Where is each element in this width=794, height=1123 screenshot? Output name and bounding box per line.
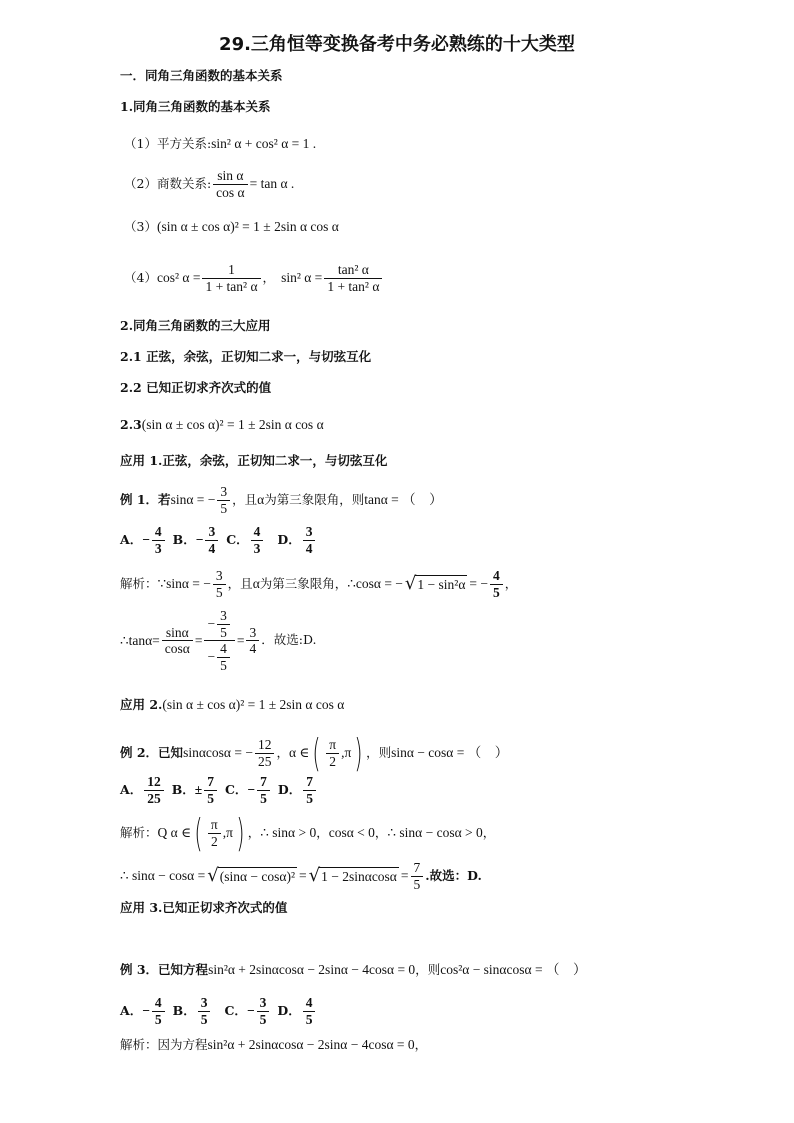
option-c-value	[257, 995, 270, 1027]
fraction-numerator: π	[329, 736, 337, 752]
solution-1-tan-eq2: =	[236, 632, 245, 648]
fraction-numerator: 7	[207, 774, 214, 789]
solution-3-equation: sin²α + 2sinαcosα − 2sinα − 4cosα = 0	[207, 1037, 415, 1052]
application-1-heading: 应用 1.正弦，余弦，正切知二求一，与切弦互化	[120, 453, 388, 468]
sqrt-icon: √	[308, 865, 321, 887]
solution-2-cos-negative: cosα < 0	[328, 825, 375, 841]
option-b-value	[205, 524, 218, 556]
fraction-numerator: sin α	[217, 168, 244, 183]
solution-2-result-end: .故选：D.	[425, 867, 482, 883]
option-a-sign: −	[142, 532, 150, 548]
formula-3	[124, 220, 339, 234]
fraction-numerator: 12	[147, 774, 161, 789]
solution-1-end: ，	[504, 575, 518, 591]
fraction-denominator: cos α	[216, 184, 245, 200]
option-d-value	[303, 995, 316, 1027]
solution-1-eq: = −	[469, 576, 489, 592]
fraction-denominator: 5	[220, 624, 227, 640]
solution-1-tan-result	[246, 625, 259, 657]
option-c-sign: −	[246, 1003, 255, 1019]
solution-2	[120, 811, 496, 855]
heading-2-3-label: 2.3	[120, 416, 142, 432]
fraction-denominator: 3	[154, 540, 162, 556]
heading-1: 一．同角三角函数的基本关系	[120, 68, 283, 83]
solution-2-diff-positive: ∴ sinα − cosα > 0	[387, 825, 483, 841]
option-b-label: B．	[172, 531, 196, 547]
fraction-denominator: 3	[253, 540, 261, 556]
fraction-denominator: 5	[215, 584, 223, 600]
fraction-denominator: 5	[154, 1011, 162, 1027]
example-2-fraction	[255, 737, 275, 769]
formula-3-expr: (sin α ± cos α)² = 1 ± 2sin α cos α	[156, 219, 339, 234]
option-d-label: D．	[277, 1002, 301, 1018]
heading-2-3-expr: (sin α ± cos α)² = 1 ± 2sin α cos α	[141, 417, 324, 432]
application-2-label: 应用 2.	[120, 696, 163, 712]
example-1-tail: 为第三象限角，则	[264, 491, 365, 507]
example-2-mid: ，	[276, 744, 289, 760]
fraction-denominator: 25	[257, 753, 272, 769]
heading-1-1: 1.同角三角函数的基本关系	[120, 99, 271, 114]
solution-1-tail: 为第三象限角，	[259, 575, 348, 591]
option-d-value	[303, 524, 316, 556]
example-1-alpha: α	[257, 492, 265, 508]
example-1-mid: ，且	[232, 491, 258, 507]
heading-2-3	[120, 418, 324, 432]
fraction-denominator: 5	[259, 1011, 267, 1027]
fraction-denominator: 1 + tan² α	[327, 278, 380, 294]
example-2-pi: ,π	[341, 745, 352, 761]
fraction-denominator: 5	[260, 790, 267, 806]
sqrt-body: 1 − sin²α	[415, 575, 467, 593]
fraction-denominator: 5	[305, 1011, 313, 1027]
fraction-denominator: 1 + tan² α	[205, 278, 258, 294]
option-b-value	[204, 774, 217, 806]
left-paren-icon: (	[194, 811, 203, 855]
solution-2-in: Q α ∈	[157, 825, 192, 841]
example-1-sin: sinα = −	[170, 492, 216, 508]
application-2-heading	[120, 698, 344, 712]
solution-1-alpha: α	[252, 576, 260, 592]
example-2-product: sinαcosα = −	[183, 745, 253, 761]
heading-2: 2.同角三角函数的三大应用	[120, 318, 271, 333]
solution-2-sep-2: ，	[316, 824, 329, 840]
fraction-numerator: 3	[305, 524, 313, 539]
formula-4-fraction-2	[324, 262, 382, 294]
formula-2-label: （2）商数关系:	[124, 175, 212, 191]
solution-1-complex-fraction	[204, 608, 234, 673]
option-b-value	[198, 995, 211, 1027]
formula-2	[124, 168, 294, 200]
right-paren-icon: )	[236, 811, 245, 855]
right-paren-icon: )	[354, 731, 363, 775]
fraction-numerator: 3	[215, 568, 223, 583]
numerator-fraction	[217, 608, 230, 640]
fraction-numerator: sinα	[165, 624, 189, 640]
option-c-sign: −	[247, 782, 256, 798]
solution-1-sin: ∵sinα = −	[157, 576, 211, 592]
solution-2-result-fraction	[411, 860, 424, 892]
solution-1-result	[490, 568, 503, 600]
example-3-mid: ，则	[415, 961, 441, 977]
formula-1	[124, 137, 316, 151]
example-2-options	[120, 774, 318, 806]
option-a-value	[152, 524, 165, 556]
solution-1-tan-end: ．故选:D.	[261, 632, 317, 648]
example-1-question: tanα = （ ）	[364, 492, 443, 508]
fraction-numerator: 7	[260, 774, 267, 789]
solution-3	[120, 1038, 427, 1052]
solution-2-result-eq2: =	[400, 868, 409, 884]
option-c-label: C．	[226, 531, 249, 547]
fraction-numerator: 3	[220, 608, 227, 623]
example-2-in: α ∈	[288, 745, 310, 761]
option-a-value	[152, 995, 165, 1027]
example-1-label: 例 1．若	[120, 491, 171, 507]
solution-3-end: ，	[414, 1036, 428, 1052]
solution-2-result-eq: =	[299, 868, 307, 884]
solution-2-sep-3: ，	[374, 824, 388, 840]
fraction-denominator: 5	[220, 500, 228, 516]
solution-1-tan-fraction	[162, 625, 193, 657]
fraction-numerator: 3	[220, 484, 228, 499]
option-b-label: B．	[171, 781, 195, 797]
solution-2-pi-half	[208, 817, 221, 849]
fraction-numerator: 7	[413, 860, 421, 875]
solution-1-tan-pre: ∴tanα=	[120, 632, 160, 648]
solution-1-sqrt	[405, 575, 467, 593]
example-3	[120, 963, 586, 977]
fraction-denominator: 5	[207, 790, 214, 806]
solution-1-label: 解析：	[120, 575, 158, 591]
example-3-options	[120, 995, 317, 1027]
left-paren-icon: (	[312, 731, 321, 775]
formula-4-label: （4）	[124, 269, 157, 285]
option-d-label: D．	[277, 781, 302, 797]
option-d-value	[303, 774, 316, 806]
fraction-numerator: 4	[154, 524, 162, 539]
example-2-label: 例 2．已知	[120, 744, 184, 760]
formula-4-lhs2: sin² α =	[281, 270, 323, 286]
fraction-denominator: 5	[413, 876, 421, 892]
sqrt-body: (sinα − cosα)²	[218, 867, 297, 885]
formula-4-sep: ，	[262, 269, 276, 285]
fraction-numerator: 1	[228, 262, 235, 277]
example-1-fraction	[217, 484, 230, 516]
formula-1-label: （1）平方关系:	[124, 135, 212, 151]
sqrt-icon: √	[404, 573, 417, 595]
fraction-denominator: 4	[305, 540, 313, 556]
fraction-numerator	[204, 608, 234, 640]
fraction-numerator: 4	[154, 995, 162, 1010]
solution-2-label: 解析：	[120, 824, 158, 840]
application-3-heading: 应用 3.已知正切求齐次式的值	[120, 900, 288, 915]
solution-2-sep-1: ，	[247, 824, 261, 840]
option-a-label: A．	[120, 781, 143, 797]
fraction-numerator: 3	[208, 524, 216, 539]
solution-2-result-pre: ∴ sinα − cosα =	[120, 868, 206, 884]
solution-1-tan	[120, 608, 317, 673]
page-title: 29.三角恒等变换备考中务必熟练的十大类型	[219, 34, 575, 55]
solution-1-tan-eq: =	[194, 632, 203, 648]
option-b-sign: ±	[194, 782, 203, 798]
option-d-label: D．	[277, 531, 301, 547]
option-a-label: A．	[120, 1002, 143, 1018]
fraction-denominator: 5	[306, 790, 313, 806]
example-2-question: sinα − cosα = （ ）	[391, 745, 509, 761]
application-2-expr: (sin α ± cos α)² = 1 ± 2sin α cos α	[162, 697, 345, 712]
fraction-denominator: 4	[249, 641, 257, 657]
solution-2-pi: ,π	[222, 825, 233, 841]
option-a-label: A．	[120, 531, 143, 547]
solution-2-sqrt-2	[309, 867, 399, 885]
formula-2-fraction	[213, 168, 247, 200]
option-b-label: B．	[172, 1002, 196, 1018]
example-2-tail: ，则	[366, 744, 392, 760]
fraction-numerator: 4	[305, 995, 313, 1010]
example-1	[120, 484, 443, 516]
fraction-denominator: 25	[147, 790, 161, 806]
fraction-denominator	[204, 641, 234, 673]
sqrt-icon: √	[207, 865, 219, 887]
example-3-equation: sin²α + 2sinαcosα − 2sinα − 4cosα = 0	[208, 962, 416, 977]
solution-2-result	[120, 860, 482, 892]
option-a-value	[144, 774, 164, 806]
denominator-fraction	[217, 641, 230, 673]
solution-1	[120, 568, 517, 600]
fraction-numerator: 4	[493, 568, 500, 583]
solution-1-cos: ∴cosα = −	[347, 576, 403, 592]
numerator-sign: −	[207, 616, 216, 632]
heading-2-1: 2.1 正弦，余弦，正切知二求一，与切弦互化	[120, 349, 372, 364]
option-a-sign: −	[142, 1003, 150, 1019]
formula-2-tail: = tan α .	[249, 176, 295, 192]
fraction-numerator: tan² α	[337, 262, 369, 277]
solution-2-sqrt-1	[207, 867, 297, 885]
fraction-denominator: 5	[220, 657, 227, 673]
fraction-numerator: 4	[220, 641, 227, 657]
fraction-denominator: 5	[493, 584, 500, 600]
option-c-label: C．	[224, 781, 248, 797]
formula-4-fraction-1	[202, 262, 260, 294]
solution-1-mid: ，且	[227, 575, 253, 591]
formula-4-lhs1: cos² α =	[156, 270, 201, 286]
formula-4	[124, 262, 384, 294]
fraction-denominator: cosα	[164, 641, 190, 657]
fraction-numerator: 12	[257, 736, 272, 752]
option-c-value	[257, 774, 270, 806]
fraction-denominator: 2	[329, 753, 337, 769]
option-c-label: C．	[224, 1002, 247, 1018]
solution-2-sin-positive: ∴ sinα > 0	[260, 825, 317, 841]
heading-2-2: 2.2 已知正切求齐次式的值	[120, 380, 272, 395]
formula-3-label: （3）	[124, 218, 157, 234]
formula-1-expr: sin² α + cos² α = 1 .	[211, 136, 317, 151]
fraction-numerator: 7	[306, 774, 313, 789]
sqrt-body: 1 − 2sinαcosα	[319, 867, 399, 885]
fraction-numerator: 3	[259, 995, 267, 1010]
fraction-numerator: 3	[249, 624, 257, 640]
fraction-numerator: 3	[200, 995, 208, 1010]
option-c-value	[251, 524, 264, 556]
option-b-sign: −	[195, 532, 204, 548]
solution-3-label: 解析：因为方程	[120, 1036, 208, 1052]
example-3-question: cos²α − sinαcosα = （ ）	[440, 962, 587, 977]
fraction-numerator: π	[210, 816, 218, 832]
fraction-denominator: 4	[208, 540, 216, 556]
fraction-denominator: 2	[210, 833, 218, 849]
solution-2-sep-4: ，	[482, 824, 496, 840]
denominator-sign: −	[207, 649, 216, 665]
example-2	[120, 731, 509, 775]
fraction-denominator: 5	[200, 1011, 208, 1027]
fraction-numerator: 4	[253, 524, 261, 539]
solution-1-fraction	[213, 568, 226, 600]
example-2-pi-half	[326, 737, 339, 769]
example-1-options	[120, 524, 317, 556]
example-3-label: 例 3．已知方程	[120, 961, 209, 977]
